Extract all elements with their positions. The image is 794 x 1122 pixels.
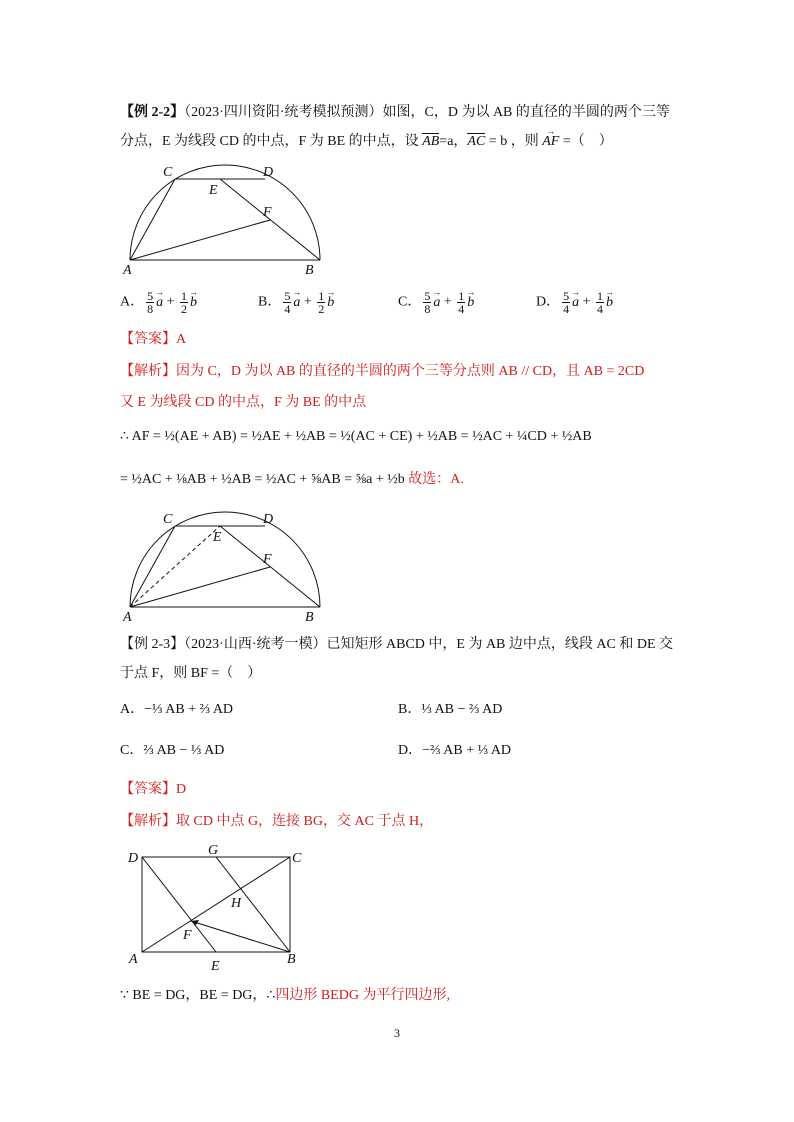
- example-stem: 已知矩形 ABCD 中，E 为 AB 边中点，线段 AC 和 DE 交: [326, 637, 674, 652]
- semicircle-figure-2: [115, 507, 325, 625]
- example-stem: 于点 F，则 BF =（ ）: [120, 666, 262, 681]
- reasoning-text: ∵ BE = DG，BE = DG，∴: [120, 988, 276, 1003]
- segment-ac: [130, 526, 175, 607]
- label-c: C: [163, 512, 173, 527]
- vector-b: → b: [467, 293, 474, 313]
- label-a: A: [123, 610, 132, 625]
- option-label: A．: [120, 702, 145, 717]
- reasoning-conclusion: 四边形 BEDG 为平行四边形,: [275, 988, 450, 1003]
- fraction: $\frac{5}{4}$: [563, 289, 570, 316]
- analysis-equation-1: [120, 427, 592, 447]
- option-c-2-3[interactable]: [120, 741, 224, 761]
- answer-value: A: [176, 332, 187, 347]
- option-text: ⅓ AB − ⅔ AD: [421, 702, 503, 717]
- vector-ab: AB: [422, 132, 439, 152]
- stem-text: =a，: [439, 134, 468, 149]
- option-text: ⅔ AB − ⅓ AD: [143, 743, 225, 758]
- option-label: C．: [398, 294, 422, 310]
- label-b: B: [305, 263, 314, 278]
- analysis-last-line: [120, 986, 450, 1006]
- segment-de: [142, 857, 216, 952]
- analysis-label: 【解析】: [120, 814, 176, 829]
- fraction: $\frac{5}{4}$: [284, 289, 291, 316]
- fraction: $\frac{1}{4}$: [458, 289, 465, 316]
- example-stem: 如图，C，D 为以 AB 的直径的半圆的两个三等: [382, 105, 670, 120]
- label-e: E: [213, 530, 222, 545]
- option-label: B．: [258, 294, 282, 310]
- example-tag: 【例 2-3】: [120, 637, 185, 652]
- option-d-2-3[interactable]: [398, 741, 511, 761]
- semicircle-figure-1: [115, 160, 325, 278]
- label-d: D: [128, 851, 139, 866]
- option-a-2-3[interactable]: [120, 700, 233, 720]
- label-a: A: [129, 952, 138, 967]
- vector-a: → a: [293, 293, 300, 313]
- label-f: F: [263, 552, 272, 567]
- option-a-2-2[interactable]: A． $\frac{5}{8}$ → a + $\frac{1}{2}$ → b: [120, 290, 197, 315]
- label-e: E: [209, 183, 218, 198]
- vector-a: → a: [572, 293, 579, 313]
- segment-bf: [191, 921, 290, 952]
- label-b: B: [305, 610, 314, 625]
- example-2-2-line-1: [120, 103, 670, 123]
- example-source: （2023·四川资阳·统考模拟预测）: [184, 105, 383, 120]
- option-label: C．: [120, 743, 144, 758]
- rectangle-figure: [125, 843, 315, 973]
- stem-text: = b ，则: [485, 134, 543, 149]
- label-a: A: [123, 263, 132, 278]
- example-tag: 【例 2-2】: [120, 105, 185, 120]
- label-g: G: [208, 843, 219, 858]
- fraction: $\frac{1}{2}$: [181, 289, 188, 316]
- option-b-2-2[interactable]: B． $\frac{5}{4}$ → a + $\frac{1}{2}$ → b: [258, 290, 334, 315]
- label-d: D: [263, 512, 274, 527]
- vector-b: → b: [327, 293, 334, 313]
- analysis-equation-2: [120, 470, 464, 490]
- stem-text: =（ ）: [559, 134, 613, 149]
- example-2-3-line-2: [120, 664, 261, 684]
- segment-af: [130, 567, 270, 607]
- answer-label: 【答案】: [120, 332, 176, 347]
- option-text: −⅔ AB + ⅓ AD: [422, 743, 512, 758]
- analysis-text: 因为 C，D 为以 AB 的直径的半圆的两个三等分点则 AB // CD，且 AB = 2CD: [176, 364, 645, 379]
- example-2-3-line-1: [120, 635, 673, 655]
- analysis-label: 【解析】: [120, 364, 176, 379]
- equation-text: ∴ AF = ½(AE + AB) = ½AE + ½AB = ½(AC + CE) + ½AB = ½AC + ¼CD + ½AB: [120, 429, 592, 444]
- analysis-line-2-3: [120, 812, 433, 832]
- page-number: 3: [394, 1026, 400, 1040]
- option-label: D．: [536, 294, 561, 310]
- option-d-2-2[interactable]: D． $\frac{5}{4}$ → a + $\frac{1}{4}$ → b: [536, 290, 613, 315]
- analysis-line-2: [120, 393, 366, 413]
- vector-a: → a: [156, 293, 163, 313]
- analysis-text: 又 E 为线段 CD 的中点，F 为 BE 的中点: [120, 395, 367, 410]
- option-c-2-2[interactable]: C． $\frac{5}{8}$ → a + $\frac{1}{4}$ → b: [398, 290, 474, 315]
- vector-a: → a: [433, 293, 440, 313]
- option-b-2-3[interactable]: [398, 700, 502, 720]
- label-h: H: [231, 896, 242, 911]
- vector-b: → b: [190, 293, 197, 313]
- option-label: A．: [120, 294, 145, 310]
- example-source: （2023·山西·统考一模）: [184, 637, 327, 652]
- conclusion-text: 故选：A.: [408, 472, 464, 487]
- label-f: F: [263, 205, 272, 220]
- segment-bg: [216, 857, 290, 952]
- analysis-text: 取 CD 中点 G，连接 BG，交 AC 于点 H，: [176, 814, 434, 829]
- segment-ac: [130, 179, 175, 260]
- diagonal-ac: [142, 857, 290, 952]
- vector-b: → b: [606, 293, 613, 313]
- label-c: C: [292, 851, 302, 866]
- label-f: F: [183, 928, 192, 943]
- label-c: C: [163, 165, 173, 180]
- vector-af: → AF: [542, 132, 559, 152]
- analysis-line-1: [120, 362, 644, 382]
- fraction: $\frac{1}{4}$: [597, 289, 604, 316]
- segment-af: [130, 220, 270, 260]
- option-label: D．: [398, 743, 423, 758]
- answer-line-2-2: [120, 330, 186, 350]
- answer-value: D: [176, 782, 187, 797]
- fraction: $\frac{5}{8}$: [424, 289, 431, 316]
- option-text: −⅓ AB + ⅔ AD: [144, 702, 234, 717]
- equation-text: = ½AC + ⅛AB + ½AB = ½AC + ⅝AB = ⅝a + ½b: [120, 472, 405, 487]
- dashed-ae: [130, 526, 220, 607]
- example-2-2-line-2: [120, 132, 613, 152]
- stem-text: 分点，E 为线段 CD 的中点，F 为 BE 的中点，设: [120, 134, 423, 149]
- option-label: B．: [398, 702, 422, 717]
- answer-label: 【答案】: [120, 782, 176, 797]
- answer-line-2-3: [120, 780, 186, 800]
- label-b: B: [287, 952, 296, 967]
- fraction: $\frac{1}{2}$: [318, 289, 325, 316]
- label-d: D: [263, 165, 274, 180]
- vector-ac: AC: [467, 132, 485, 152]
- label-e: E: [211, 959, 220, 973]
- fraction: $\frac{5}{8}$: [147, 289, 154, 316]
